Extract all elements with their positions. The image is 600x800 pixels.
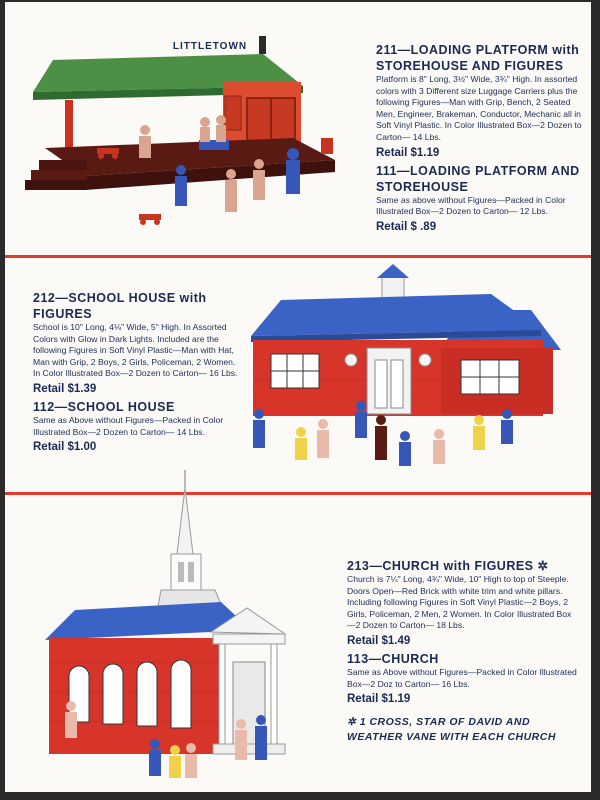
school-house-text — [33, 290, 239, 457]
church-text — [347, 558, 579, 756]
school-house-illustration — [241, 264, 586, 489]
product-heading: 111—LOADING PLATFORM AND STOREHOUSE — [376, 163, 580, 194]
church-footnote: ✲ 1 CROSS, STAR OF DAVID AND WEATHER VANE WITH EACH CHURCH — [347, 716, 556, 744]
product-description: Same as Above without Figures—Packed in Color Illustrated Box—2 Dozen to Carton— 14 Lbs. — [33, 414, 224, 437]
product-heading: 113—CHURCH — [347, 651, 439, 666]
product-description: Church is 7¼" Long, 4¾" Wide, 10" High to top of Steeple. Doors Open—Red Brick with white trim and white pillars. Including following Figures in Soft Vinyl Plastic—2 Boys, 2 Girls, Policeman, 2 Men, 2 Women. In Color Illustrated Box—2 Dozen to Carton— 18 Lbs. — [347, 574, 572, 631]
church-illustration — [15, 462, 315, 784]
product-heading: 211—LOADING PLATFORM with STOREHOUSE AND FIGURES — [376, 43, 580, 73]
loading-platform-text — [376, 42, 586, 237]
product-description: School is 10" Long, 4⅛" Wide, 5" High. In Assorted Colors with Glow in Dark Lights. Included are the following Figures in Soft Vinyl Plastic—Man with Hat, Man with Grip, 2 Boys, 2 Girls, Policeman, 2 Women. In Color Illustrated Box—2 Dozen to Carton— 16 Lbs. — [33, 322, 238, 379]
product-price: Retail $1.19 — [376, 146, 440, 159]
product-heading: 112—SCHOOL HOUSE — [33, 399, 175, 414]
product-heading: 213—CHURCH with FIGURES ✲ — [347, 559, 549, 573]
product-price: Retail $1.00 — [33, 441, 97, 454]
product-description: Platform is 8" Long, 3½" Wide, 3¾" High. In assorted colors with 3 Different size Luggage Carriers plus the following Figures—Man with Grip, Bench, 2 Seated Men, Engineer, Brakeman, Conductor, Mechanic all in Soft Vinyl Plastic. In Color Illustrated Box—2 Dozen to Carton— 14 Lbs. — [376, 74, 582, 142]
catalog-page — [5, 2, 591, 792]
product-price: Retail $1.39 — [33, 382, 97, 395]
product-heading: 212—SCHOOL HOUSE with FIGURES — [33, 291, 207, 321]
product-price: Retail $ .89 — [376, 220, 437, 233]
loading-platform-illustration — [25, 30, 365, 235]
product-price: Retail $1.19 — [347, 693, 411, 706]
product-description: Same as Above without Figures—Packed in Color Illustrated Box—2 Doz to Carton— 16 Lbs. — [347, 666, 577, 689]
product-price: Retail $1.49 — [347, 634, 411, 647]
product-description: Same as above without Figures—Packed in Color Illustrated Box—2 Dozen to Carton— 12 Lbs. — [376, 194, 566, 217]
littletown-sign: LITTLETOWN — [172, 41, 248, 52]
section-divider — [5, 255, 591, 258]
